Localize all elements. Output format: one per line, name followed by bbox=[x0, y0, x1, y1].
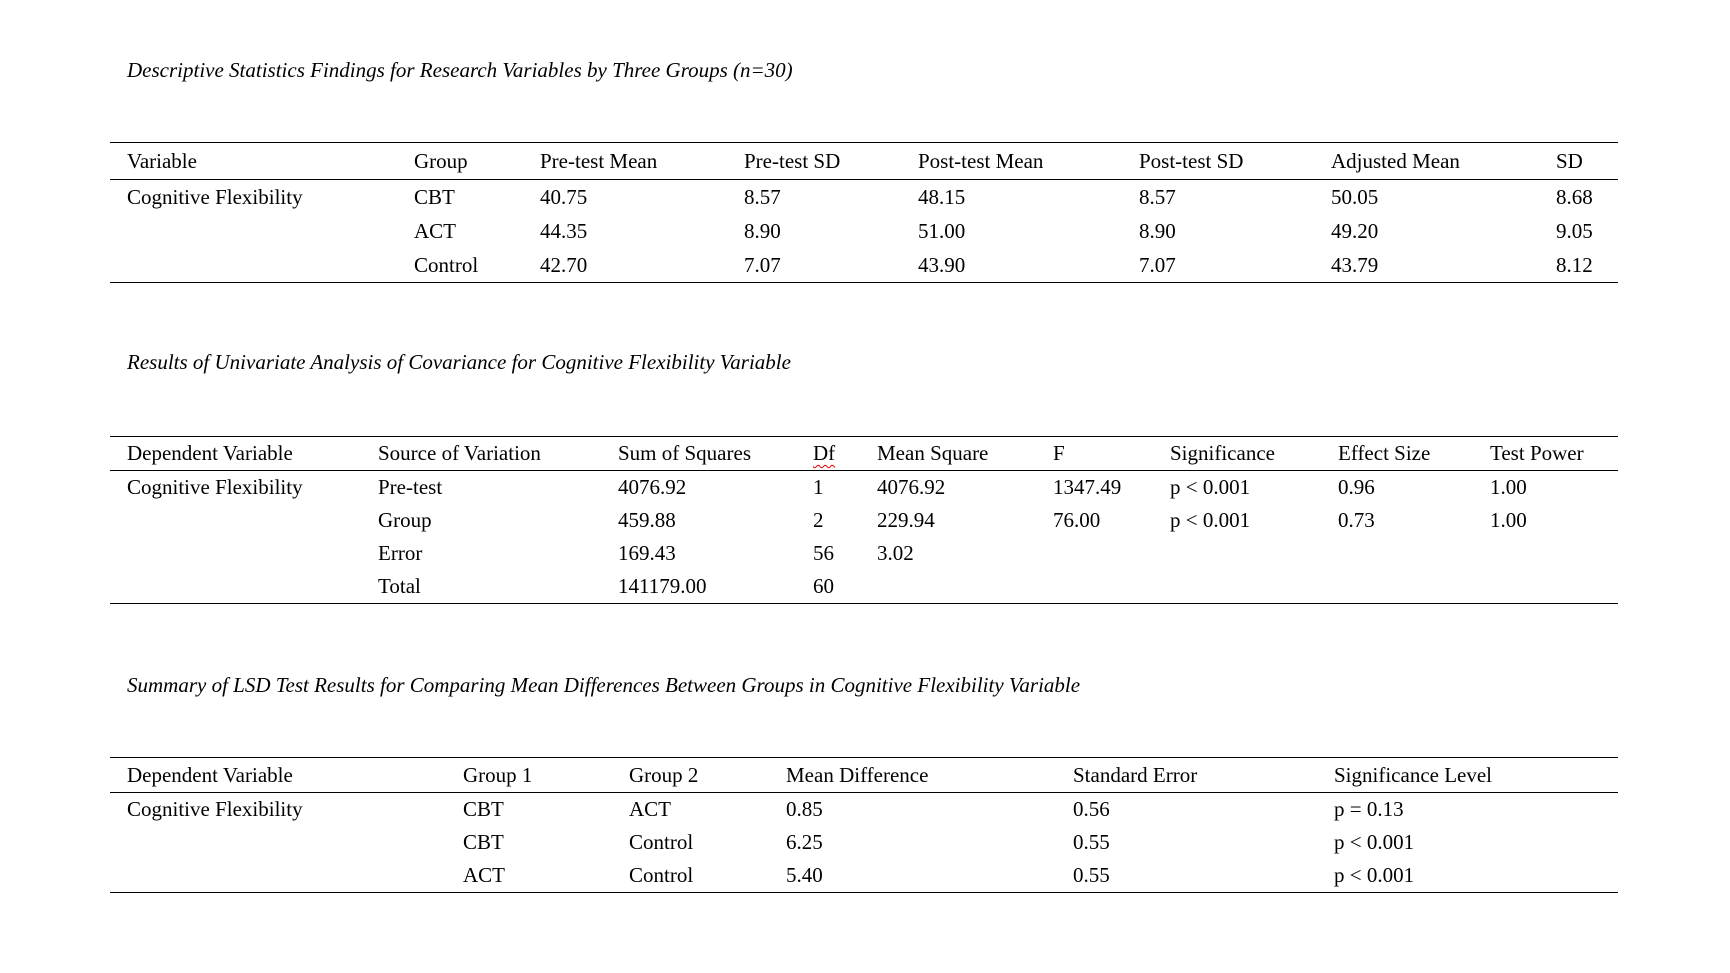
cell-value: 8.68 bbox=[1556, 185, 1593, 209]
header-row bbox=[110, 437, 1618, 471]
cell-value: 141179.00 bbox=[618, 574, 707, 598]
cell-value: 6.25 bbox=[786, 830, 823, 854]
table-row bbox=[110, 471, 1618, 505]
cell-variable bbox=[110, 248, 414, 283]
cell-value: 60 bbox=[813, 574, 834, 598]
cell-value: 9.05 bbox=[1556, 219, 1593, 243]
cell-group1: CBT bbox=[463, 830, 504, 854]
cell-value: 51.00 bbox=[918, 219, 966, 243]
column-header-test-power: Test Power bbox=[1490, 437, 1618, 471]
cell-value: 1.00 bbox=[1490, 475, 1527, 499]
descriptive-statistics-caption: Descriptive Statistics Findings for Research Variables by Three Groups (n=30) bbox=[127, 58, 793, 82]
table-row bbox=[110, 504, 1618, 537]
column-header-variable: Variable bbox=[110, 143, 414, 180]
column-header-group: Group bbox=[414, 143, 540, 180]
cell-source: Group bbox=[378, 508, 432, 532]
table-row bbox=[110, 537, 1618, 570]
cell-value: 49.20 bbox=[1331, 219, 1379, 243]
cell-value: 5.40 bbox=[786, 863, 823, 887]
cell-dependent-variable bbox=[110, 537, 378, 570]
column-header-source-of-variation: Source of Variation bbox=[378, 437, 618, 471]
cell-value: 4076.92 bbox=[877, 475, 946, 499]
column-header-f: F bbox=[1053, 437, 1170, 471]
lsd-test-table bbox=[110, 757, 1618, 893]
cell-dependent-variable bbox=[110, 826, 463, 859]
ancova-results-table bbox=[110, 436, 1618, 604]
cell-value: 76.00 bbox=[1053, 508, 1101, 532]
cell-value: 1 bbox=[813, 475, 824, 499]
cell-group: ACT bbox=[414, 219, 456, 243]
cell-value: 48.15 bbox=[918, 185, 966, 209]
cell-value: 7.07 bbox=[744, 253, 781, 277]
cell-value: 8.12 bbox=[1556, 253, 1593, 277]
column-header-posttest-sd: Post-test SD bbox=[1139, 143, 1331, 180]
column-header-pretest-sd: Pre-test SD bbox=[744, 143, 918, 180]
cell-group1: CBT bbox=[463, 797, 504, 821]
cell-value: 43.90 bbox=[918, 253, 966, 277]
cell-value bbox=[1490, 537, 1618, 570]
column-header-significance-level: Significance Level bbox=[1334, 758, 1618, 793]
cell-value: 42.70 bbox=[540, 253, 588, 277]
cell-value: 0.73 bbox=[1338, 508, 1375, 532]
cell-group2: ACT bbox=[629, 797, 671, 821]
cell-value bbox=[1490, 570, 1618, 604]
descriptive-statistics-table bbox=[110, 142, 1618, 283]
cell-value: 229.94 bbox=[877, 508, 935, 532]
cell-value: 8.90 bbox=[744, 219, 781, 243]
table-row bbox=[110, 248, 1618, 283]
cell-value: p < 0.001 bbox=[1334, 863, 1415, 887]
column-header-posttest-mean: Post-test Mean bbox=[918, 143, 1139, 180]
cell-group1: ACT bbox=[463, 863, 505, 887]
cell-value: 2 bbox=[813, 508, 824, 532]
cell-dependent-variable bbox=[110, 570, 378, 604]
cell-group: Control bbox=[414, 253, 479, 277]
cell-variable: Cognitive Flexibility bbox=[127, 185, 303, 209]
cell-value bbox=[1170, 570, 1338, 604]
table-row bbox=[110, 793, 1618, 827]
header-row bbox=[110, 143, 1618, 180]
cell-value: 50.05 bbox=[1331, 185, 1379, 209]
cell-source: Total bbox=[378, 574, 421, 598]
cell-value: 8.57 bbox=[744, 185, 781, 209]
cell-value bbox=[1338, 537, 1490, 570]
cell-value: 459.88 bbox=[618, 508, 676, 532]
cell-value: 169.43 bbox=[618, 541, 676, 565]
cell-variable bbox=[110, 214, 414, 248]
column-header-sd: SD bbox=[1556, 143, 1618, 180]
cell-dependent-variable bbox=[110, 859, 463, 893]
cell-value: 0.96 bbox=[1338, 475, 1375, 499]
ancova-results-caption: Results of Univariate Analysis of Covariance for Cognitive Flexibility Variable bbox=[127, 350, 791, 374]
cell-group2: Control bbox=[629, 830, 694, 854]
column-header-standard-error: Standard Error bbox=[1073, 758, 1334, 793]
column-header-group-2: Group 2 bbox=[629, 758, 786, 793]
column-header-sum-of-squares: Sum of Squares bbox=[618, 437, 813, 471]
column-header-significance: Significance bbox=[1170, 437, 1338, 471]
column-header-mean-difference: Mean Difference bbox=[786, 758, 1073, 793]
column-header-mean-square: Mean Square bbox=[877, 437, 1053, 471]
cell-source: Pre-test bbox=[378, 475, 443, 499]
cell-value: p < 0.001 bbox=[1170, 508, 1251, 532]
cell-value: 7.07 bbox=[1139, 253, 1176, 277]
cell-value: 0.55 bbox=[1073, 863, 1110, 887]
column-header-dependent-variable: Dependent Variable bbox=[110, 758, 463, 793]
spellcheck-underline: Df bbox=[813, 441, 836, 465]
cell-value: 8.57 bbox=[1139, 185, 1176, 209]
cell-value: 4076.92 bbox=[618, 475, 687, 499]
cell-group: CBT bbox=[414, 185, 455, 209]
table-row bbox=[110, 180, 1618, 215]
lsd-test-caption: Summary of LSD Test Results for Comparing Mean Differences Between Groups in Cognitive Flexibility Variable bbox=[127, 673, 1081, 697]
cell-value bbox=[1053, 537, 1170, 570]
cell-value: 0.55 bbox=[1073, 830, 1110, 854]
cell-value: 43.79 bbox=[1331, 253, 1379, 277]
cell-value: 0.85 bbox=[786, 797, 823, 821]
cell-dependent-variable: Cognitive Flexibility bbox=[127, 797, 303, 821]
cell-group2: Control bbox=[629, 863, 694, 887]
cell-source: Error bbox=[378, 541, 423, 565]
column-header-df bbox=[813, 437, 877, 471]
table-row bbox=[110, 826, 1618, 859]
cell-value: 40.75 bbox=[540, 185, 588, 209]
cell-value: p = 0.13 bbox=[1334, 797, 1404, 821]
cell-dependent-variable: Cognitive Flexibility bbox=[127, 475, 303, 499]
column-header-adjusted-mean: Adjusted Mean bbox=[1331, 143, 1556, 180]
cell-value bbox=[1338, 570, 1490, 604]
cell-value bbox=[1053, 570, 1170, 604]
column-header-pretest-mean: Pre-test Mean bbox=[540, 143, 744, 180]
cell-value: 1.00 bbox=[1490, 508, 1527, 532]
cell-value: 8.90 bbox=[1139, 219, 1176, 243]
cell-value: 1347.49 bbox=[1053, 475, 1122, 499]
column-header-effect-size: Effect Size bbox=[1338, 437, 1490, 471]
header-row bbox=[110, 758, 1618, 793]
table-row bbox=[110, 570, 1618, 604]
table-row bbox=[110, 214, 1618, 248]
cell-value: 56 bbox=[813, 541, 834, 565]
cell-value: p < 0.001 bbox=[1334, 830, 1415, 854]
table-row bbox=[110, 859, 1618, 893]
column-header-dependent-variable: Dependent Variable bbox=[110, 437, 378, 471]
cell-value bbox=[1170, 537, 1338, 570]
cell-value: p < 0.001 bbox=[1170, 475, 1251, 499]
column-header-group-1: Group 1 bbox=[463, 758, 629, 793]
cell-value: 44.35 bbox=[540, 219, 588, 243]
cell-dependent-variable bbox=[110, 504, 378, 537]
cell-value: 0.56 bbox=[1073, 797, 1110, 821]
cell-value: 3.02 bbox=[877, 541, 914, 565]
cell-value bbox=[877, 570, 1053, 604]
